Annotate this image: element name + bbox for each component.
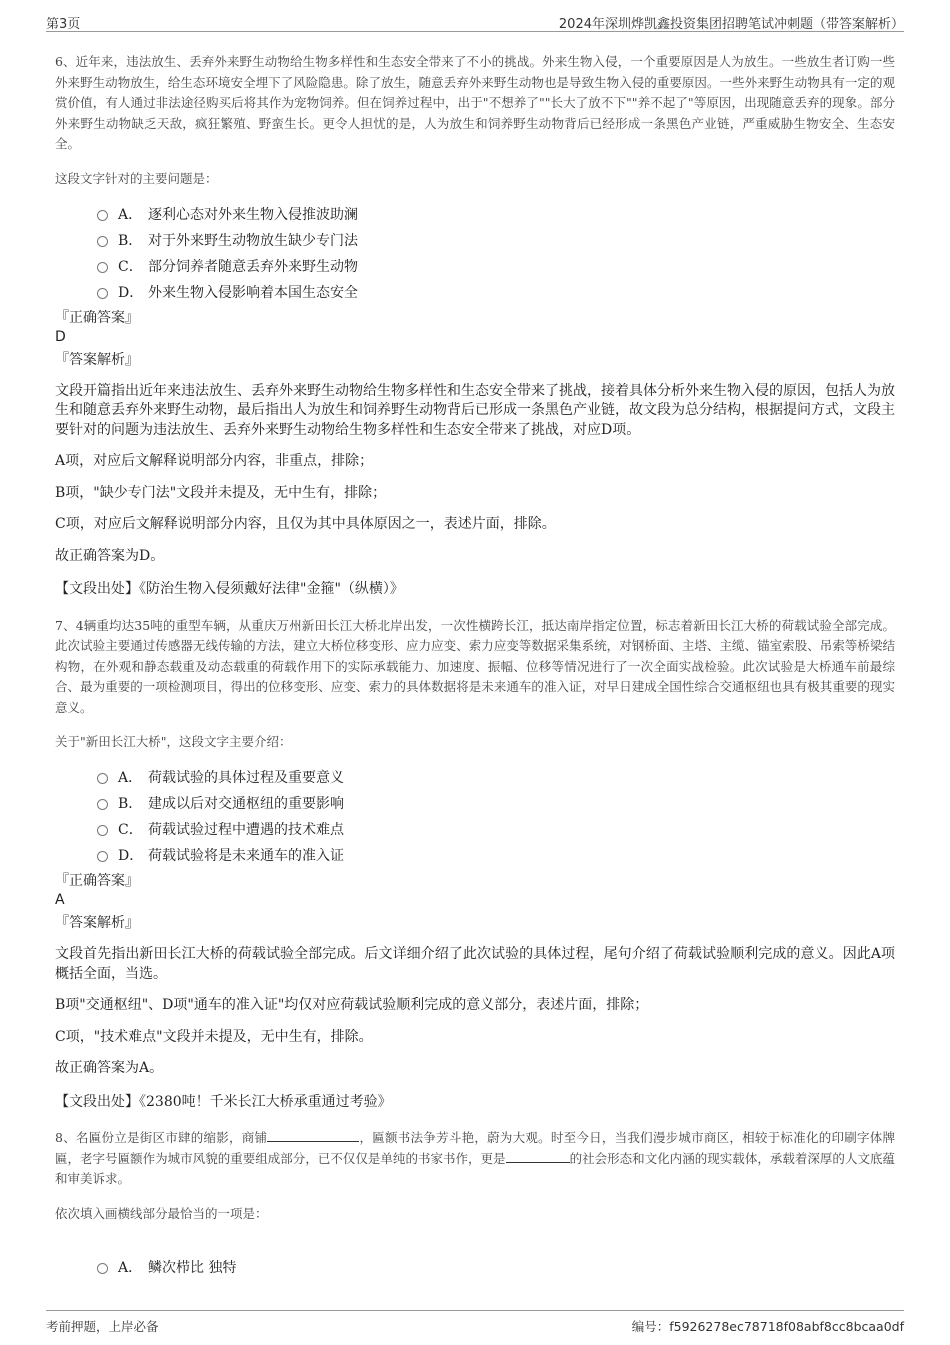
option-a[interactable] xyxy=(97,1254,895,1280)
option-letter: B． xyxy=(118,232,143,249)
option-text: 对于外来野生动物放生缺少专门法 xyxy=(148,232,358,249)
radio-icon[interactable] xyxy=(97,773,108,784)
option-text: 鳞次栉比 独特 xyxy=(148,1259,237,1276)
passage-source: 【文段出处】《防治生物入侵须戴好法律"金箍"（纵横）》 xyxy=(55,581,404,597)
option-text: 荷载试验的具体过程及重要意义 xyxy=(148,770,344,786)
option-c[interactable] xyxy=(97,253,895,279)
option-letter: A． xyxy=(118,206,143,223)
analysis-paragraph: C项，"技术难点"文段并未提及，无中生有，排除。 xyxy=(55,1028,373,1045)
stem-text: 的社会形态和文化内涵的现实载体，承载着深厚的人文底蕴和审美诉求。 xyxy=(55,1150,895,1186)
page-footer xyxy=(46,1310,904,1334)
option-text: 荷载试验将是未来通车的准入证 xyxy=(148,848,344,864)
fill-blank-2 xyxy=(506,1149,570,1163)
option-text: 外来生物入侵影响着本国生态安全 xyxy=(148,284,358,301)
document-id: 编号：f5926278ec78718f08abf8cc8bcaa0df xyxy=(631,1319,904,1334)
option-a[interactable] xyxy=(97,201,895,227)
passage-source: 【文段出处】《2380吨！千米长江大桥承重通过考验》 xyxy=(55,1093,392,1110)
option-text: 逐利心态对外来生物入侵推波助澜 xyxy=(148,206,358,223)
option-letter: A． xyxy=(118,1259,143,1276)
question-8 xyxy=(55,1128,895,1280)
option-text: 荷载试验过程中遭遇的技术难点 xyxy=(148,822,344,838)
answer-value: A xyxy=(55,892,65,908)
option-letter: C． xyxy=(118,258,143,275)
answer-value: D xyxy=(55,328,66,345)
option-letter: A． xyxy=(118,770,143,786)
option-c[interactable] xyxy=(97,816,895,842)
answer-label: 『正确答案』 xyxy=(55,309,139,326)
document-title: 2024年深圳烨凯鑫投资集团招聘笔试冲刺题（带答案解析） xyxy=(558,17,904,32)
option-letter: D． xyxy=(118,284,144,301)
question-stem xyxy=(55,1128,895,1190)
option-b[interactable] xyxy=(97,790,895,816)
question-prompt: 关于"新田长江大桥"，这段文字主要介绍： xyxy=(55,734,292,749)
question-stem: 7、4辆重均达35吨的重型车辆，从重庆万州新田长江大桥北岸出发，一次性横跨长江，抵达南岸指定位置，标志着新田长江大桥的荷载试验全部完成。此次试验主要通过传感器无线传输的方法，建立大桥位移变形、应力应变、索力应变等数据采集系统，对钢桥面、主塔、主缆、锚室索股、吊索等桥梁结构物，在外观和静态载重及动态载重的荷载作用下的实际承载能力、加速度、振幅、位移等情况进行了一次全面实战检验。此次试验是大桥通车前最综合、最为重要的一项检测项目，得出的位移变形、应变、索力的具体数据将是未来通车的准入证，对早日建成全国性综合交通枢纽也具有极其重要的现实意义。 xyxy=(55,617,895,715)
analysis-label: 『答案解析』 xyxy=(55,351,139,368)
stem-text: 8、名匾份立是街区市肆的缩影，商铺 xyxy=(55,1130,268,1145)
analysis-paragraph: B项，"缺少专门法"文段并未提及，无中生有，排除； xyxy=(55,484,387,501)
answer-label: 『正确答案』 xyxy=(55,873,139,889)
fill-blank-1 xyxy=(267,1128,359,1142)
option-d[interactable] xyxy=(97,842,895,868)
analysis-paragraph: 故正确答案为D。 xyxy=(55,547,165,564)
radio-icon[interactable] xyxy=(97,825,108,836)
question-prompt: 这段文字针对的主要问题是： xyxy=(55,170,218,186)
radio-icon[interactable] xyxy=(97,799,108,810)
radio-icon[interactable] xyxy=(97,236,108,247)
option-b[interactable] xyxy=(97,227,895,253)
radio-icon[interactable] xyxy=(97,1263,108,1274)
analysis-paragraph: B项"交通枢纽"、D项"通车的准入证"均仅对应荷载试验顺利完成的意义部分，表述片面，排除； xyxy=(55,997,649,1013)
option-letter: D． xyxy=(118,848,144,864)
analysis-text: 文段首先指出新田长江大桥的荷载试验全部完成。后文详细介绍了此次试验的具体过程，尾句介绍了荷载试验顺利完成的意义。因此A项概括全面，当选。 xyxy=(55,946,895,982)
analysis-label: 『答案解析』 xyxy=(55,915,139,931)
question-6 xyxy=(55,52,895,600)
option-list xyxy=(97,764,895,868)
radio-icon[interactable] xyxy=(97,288,108,299)
main-content xyxy=(55,52,895,1280)
footer-slogan: 考前押题，上岸必备 xyxy=(46,1319,159,1334)
question-7 xyxy=(55,616,895,1113)
option-text: 部分饲养者随意丢弃外来野生动物 xyxy=(148,258,358,275)
radio-icon[interactable] xyxy=(97,210,108,221)
page-header xyxy=(46,10,904,32)
stem-text: ，匾额书法争芳斗艳，蔚为大观。时至今日，当我们漫步城市商区，相较于标准化的印刷字体牌匾，老字号匾额作为城市风貌的重要组成部分，已不仅仅是单纯的书家书作，更是 xyxy=(55,1130,895,1166)
option-list xyxy=(97,201,895,305)
option-a[interactable] xyxy=(97,764,895,790)
analysis-text: 文段开篇指出近年来违法放生、丢弃外来野生动物给生物多样性和生态安全带来了挑战，接着具体分析外来生物入侵的原因，包括人为放生和随意丢弃外来野生动物，最后指出人为放生和饲养野生动物背后已形成一条黑色产业链，故文段为总分结构，根据提问方式，文段主要针对的问题为违法放生、丢弃外来野生动物给生物多样性和生态安全带来了挑战，对应D项。 xyxy=(55,382,895,438)
page-number: 第3页 xyxy=(46,17,81,32)
radio-icon[interactable] xyxy=(97,262,108,273)
question-prompt: 依次填入画横线部分最恰当的一项是： xyxy=(55,1205,268,1221)
option-letter: C． xyxy=(118,822,143,838)
option-text: 建成以后对交通枢纽的重要影响 xyxy=(148,796,344,812)
question-stem: 6、近年来，违法放生、丢弃外来野生动物给生物多样性和生态安全带来了不小的挑战。外来生物入侵，一个重要原因是人为放生。一些放生者订购一些外来野生动物放生，给生态环境安全埋下了风险隐患。除了放生，随意丢弃外来野生动物也是导致生物入侵的重要原因。一些外来野生动物具有一定的观赏价值，有人通过非法途径购买后将其作为宠物饲养。但在饲养过程中，出于"不想养了""长大了放不下""养不起了"等原因，出现随意丢弃的现象。部分外来野生动物缺乏天敌，疯狂繁殖、野蛮生长。更令人担忧的是，人为放生和饲养野生动物背后已经形成一条黑色产业链，严重威胁生物安全、生态安全。 xyxy=(55,54,896,151)
analysis-paragraph: 故正确答案为A。 xyxy=(55,1060,164,1076)
analysis-paragraph: C项，对应后文解释说明部分内容，且仅为其中具体原因之一，表述片面，排除。 xyxy=(55,516,556,532)
analysis-paragraph: A项，对应后文解释说明部分内容，非重点，排除； xyxy=(55,453,374,469)
option-list xyxy=(97,1254,895,1280)
option-letter: B． xyxy=(118,796,143,812)
radio-icon[interactable] xyxy=(97,851,108,862)
option-d[interactable] xyxy=(97,279,895,305)
